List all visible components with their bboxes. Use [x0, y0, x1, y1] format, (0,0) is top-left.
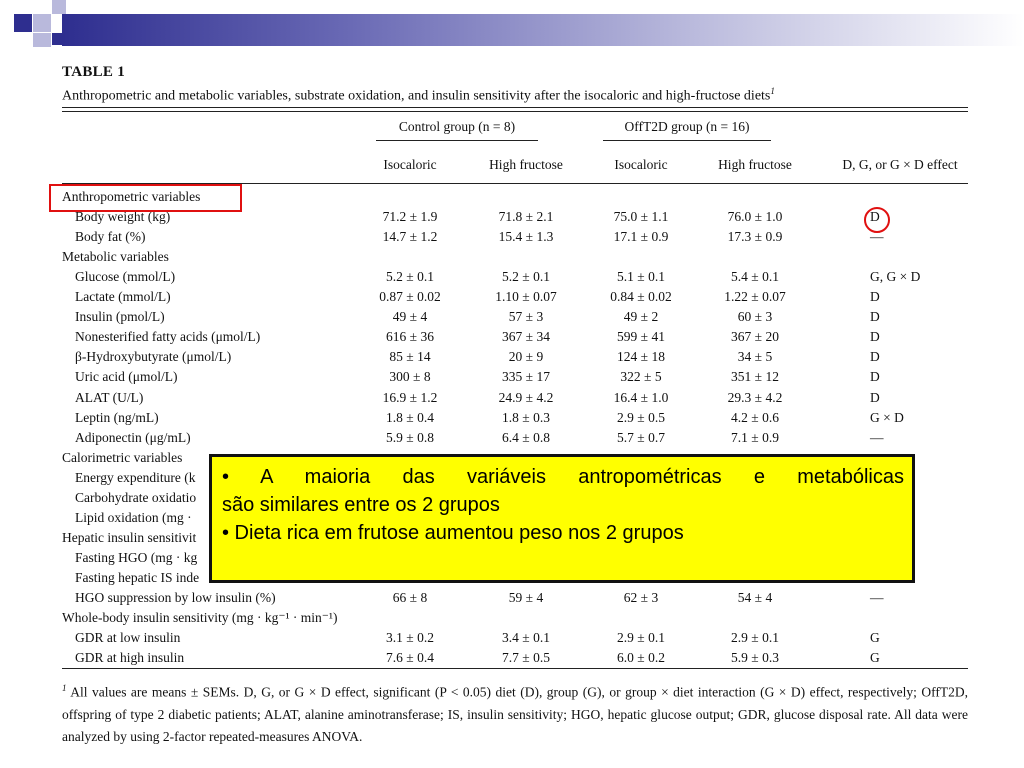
row-label: Anthropometric variables	[62, 189, 201, 204]
group-header-offt2d: OffT2D group (n = 16)	[624, 119, 750, 134]
highlight-box-annotation	[49, 184, 242, 212]
table-cell: D	[870, 329, 880, 345]
bottom-rule	[62, 668, 968, 669]
row-label: GDR at high insulin	[75, 650, 185, 666]
table-row	[62, 590, 968, 610]
column-header: D, G, or G × D effect	[842, 157, 958, 172]
table-cell: 5.9 ± 0.3	[731, 650, 779, 666]
table-row	[62, 289, 968, 309]
table-cell: 7.7 ± 0.5	[502, 650, 550, 666]
table-title: TABLE 1	[62, 64, 126, 80]
row-label: Body fat (%)	[75, 229, 146, 245]
table-cell: 300 ± 8	[389, 369, 431, 385]
table-cell: 17.1 ± 0.9	[613, 229, 669, 245]
callout-box	[209, 454, 915, 583]
banner-square	[14, 14, 32, 32]
table-cell: 29.3 ± 4.2	[727, 389, 783, 405]
footnote-marker: 1	[62, 683, 67, 693]
row-label: Fasting hepatic IS inde	[75, 569, 200, 585]
column-header: Isocaloric	[383, 157, 437, 172]
row-label: Lipid oxidation (mg ·	[75, 509, 192, 525]
table-row	[62, 410, 968, 430]
banner-gradient-bar	[62, 14, 1024, 46]
table-cell: 71.8 ± 2.1	[498, 209, 554, 225]
table-cell: 1.22 ± 0.07	[724, 289, 786, 305]
table-cell: 2.9 ± 0.1	[731, 630, 779, 646]
table-cell: 1.8 ± 0.3	[502, 409, 550, 425]
row-label: Uric acid (μmol/L)	[75, 369, 178, 385]
table-row	[62, 369, 968, 389]
row-label: Energy expenditure (k	[75, 469, 196, 485]
table-cell: 15.4 ± 1.3	[498, 229, 554, 245]
table-cell: 5.7 ± 0.7	[617, 429, 665, 445]
table-row	[62, 329, 968, 349]
caption-footnote-marker: 1	[770, 86, 775, 96]
row-label: Body weight (kg)	[75, 209, 171, 225]
table-cell: 5.2 ± 0.1	[502, 269, 550, 285]
row-label: Adiponectin (μg/mL)	[75, 429, 191, 445]
table-row	[62, 630, 968, 650]
banner-square	[52, 0, 66, 14]
table-cell: 20 ± 9	[508, 349, 544, 365]
table-cell: 5.4 ± 0.1	[731, 269, 779, 285]
table-cell: 66 ± 8	[392, 590, 428, 605]
table-row	[62, 390, 968, 410]
row-label: Insulin (pmol/L)	[75, 309, 165, 325]
row-label: HGO suppression by low insulin (%)	[75, 590, 276, 605]
column-header: Isocaloric	[614, 157, 668, 172]
top-rule	[62, 107, 968, 108]
table-cell: 5.9 ± 0.8	[386, 429, 434, 445]
row-label: Leptin (ng/mL)	[75, 409, 159, 425]
table-cell: 76.0 ± 1.0	[727, 209, 783, 225]
callout-line: • A maioria das variáveis antropométricas e metabólicas	[222, 466, 904, 488]
table-cell: 34 ± 5	[737, 349, 773, 365]
table-cell: 24.9 ± 4.2	[498, 389, 554, 405]
column-header: High fructose	[718, 157, 792, 172]
table-cell: D	[870, 389, 880, 405]
table-cell: D	[870, 309, 880, 325]
table-cell: 49 ± 2	[623, 309, 659, 325]
row-label: GDR at low insulin	[75, 630, 181, 646]
table-cell: G	[870, 650, 880, 666]
slide-banner	[0, 0, 1024, 50]
row-label: Nonesterified fatty acids (μmol/L)	[75, 329, 261, 345]
banner-square	[33, 14, 51, 32]
table-cell: 16.9 ± 1.2	[382, 389, 438, 405]
table-cell: 49 ± 4	[392, 309, 428, 325]
table-caption-text: Anthropometric and metabolic variables, substrate oxidation, and insulin sensitivity after the isocaloric and high-fructose diets	[62, 88, 771, 104]
table-row	[62, 349, 968, 369]
table-cell: 71.2 ± 1.9	[382, 209, 438, 225]
table-cell: 367 ± 20	[731, 329, 779, 345]
table-cell: —	[870, 229, 884, 245]
table-cell: G	[870, 630, 880, 646]
row-label: Whole-body insulin sensitivity (mg · kg⁻¹ · min⁻¹)	[62, 610, 338, 626]
table-cell: 14.7 ± 1.2	[382, 229, 438, 245]
row-label: Calorimetric variables	[62, 449, 183, 465]
table-cell: 54 ± 4	[737, 590, 773, 605]
row-label: Carbohydrate oxidatio	[75, 489, 197, 505]
group-header-control: Control group (n = 8)	[398, 119, 516, 134]
table-row	[62, 309, 968, 329]
table-cell: 5.2 ± 0.1	[386, 269, 434, 285]
table-cell: 1.8 ± 0.4	[386, 409, 434, 425]
table-cell: 17.3 ± 0.9	[727, 229, 783, 245]
table-cell: 60 ± 3	[737, 309, 773, 325]
top-rule-2	[62, 111, 968, 112]
row-label: ALAT (U/L)	[75, 389, 144, 405]
table-cell: 2.9 ± 0.1	[617, 630, 665, 646]
table-cell: 599 ± 41	[617, 329, 665, 345]
footnote-text: All values are means ± SEMs. D, G, or G × D effect, significant (P < 0.05) diet (D), group (G), or group × diet interaction (G × D) effect, respectively; OffT2D, offspring of type 2 diabetic patients; ALAT, alanine aminotransferase; IS, insulin sensitivity; HGO, hepatic glucose output; GDR, glucose disposal rate. All data were analyzed by using 2-factor repeated-measures ANOVA.	[62, 684, 968, 744]
section-header-row	[62, 610, 968, 630]
callout-line: • Dieta rica em frutose aumentou peso nos 2 grupos	[222, 522, 684, 544]
table-cell: D	[870, 289, 880, 305]
table-cell: 7.6 ± 0.4	[386, 650, 434, 666]
table-cell: 16.4 ± 1.0	[613, 389, 669, 405]
table-cell: 59 ± 4	[508, 590, 544, 605]
table-cell: 7.1 ± 0.9	[731, 429, 779, 445]
table-cell: 5.1 ± 0.1	[617, 269, 665, 285]
table-cell: 4.2 ± 0.6	[731, 409, 779, 425]
callout-line: são similares entre os 2 grupos	[222, 494, 500, 516]
table-cell: 3.4 ± 0.1	[502, 630, 550, 646]
highlight-circle-annotation	[864, 207, 890, 233]
table-cell: —	[870, 590, 884, 605]
table-cell: 2.9 ± 0.5	[617, 409, 665, 425]
table-cell: 85 ± 14	[389, 349, 431, 365]
row-label: β-Hydroxybutyrate (μmol/L)	[75, 349, 232, 365]
row-label: Metabolic variables	[62, 249, 169, 265]
table-cell: 335 ± 17	[502, 369, 550, 385]
column-header: High fructose	[489, 157, 563, 172]
table-row	[62, 269, 968, 289]
banner-square	[33, 33, 51, 47]
table-cell: 75.0 ± 1.1	[613, 209, 669, 225]
group-line-control	[376, 140, 538, 141]
table-footnote	[62, 677, 968, 748]
table-cell: 0.84 ± 0.02	[610, 289, 672, 305]
table-cell: 124 ± 18	[617, 349, 665, 365]
row-label: Fasting HGO (mg · kg	[75, 549, 198, 565]
table-cell: 3.1 ± 0.2	[386, 630, 434, 646]
table-cell: —	[870, 429, 884, 445]
table-row	[62, 229, 968, 249]
table-caption	[62, 86, 775, 105]
table-cell: 351 ± 12	[731, 369, 779, 385]
group-line-offt2d	[603, 140, 771, 141]
table-cell: 322 ± 5	[620, 369, 662, 385]
table-cell: 1.10 ± 0.07	[495, 289, 557, 305]
table-cell: D	[870, 349, 880, 365]
table-cell: 0.87 ± 0.02	[379, 289, 441, 305]
table-row	[62, 209, 968, 229]
row-label: Glucose (mmol/L)	[75, 269, 176, 285]
row-label: Lactate (mmol/L)	[75, 289, 171, 305]
table-cell: 616 ± 36	[386, 329, 434, 345]
table-cell: 6.0 ± 0.2	[617, 650, 665, 666]
table-cell: G, G × D	[870, 269, 921, 285]
table-cell: 6.4 ± 0.8	[502, 429, 550, 445]
table-cell: 62 ± 3	[623, 590, 659, 605]
table-cell: 367 ± 34	[502, 329, 550, 345]
row-label: Hepatic insulin sensitivit	[62, 529, 197, 545]
table-cell: D	[870, 209, 880, 225]
table-cell: D	[870, 369, 880, 385]
table-cell: G × D	[870, 409, 904, 425]
table-cell: 57 ± 3	[508, 309, 544, 325]
section-header-row	[62, 249, 968, 269]
table-row	[62, 430, 968, 450]
